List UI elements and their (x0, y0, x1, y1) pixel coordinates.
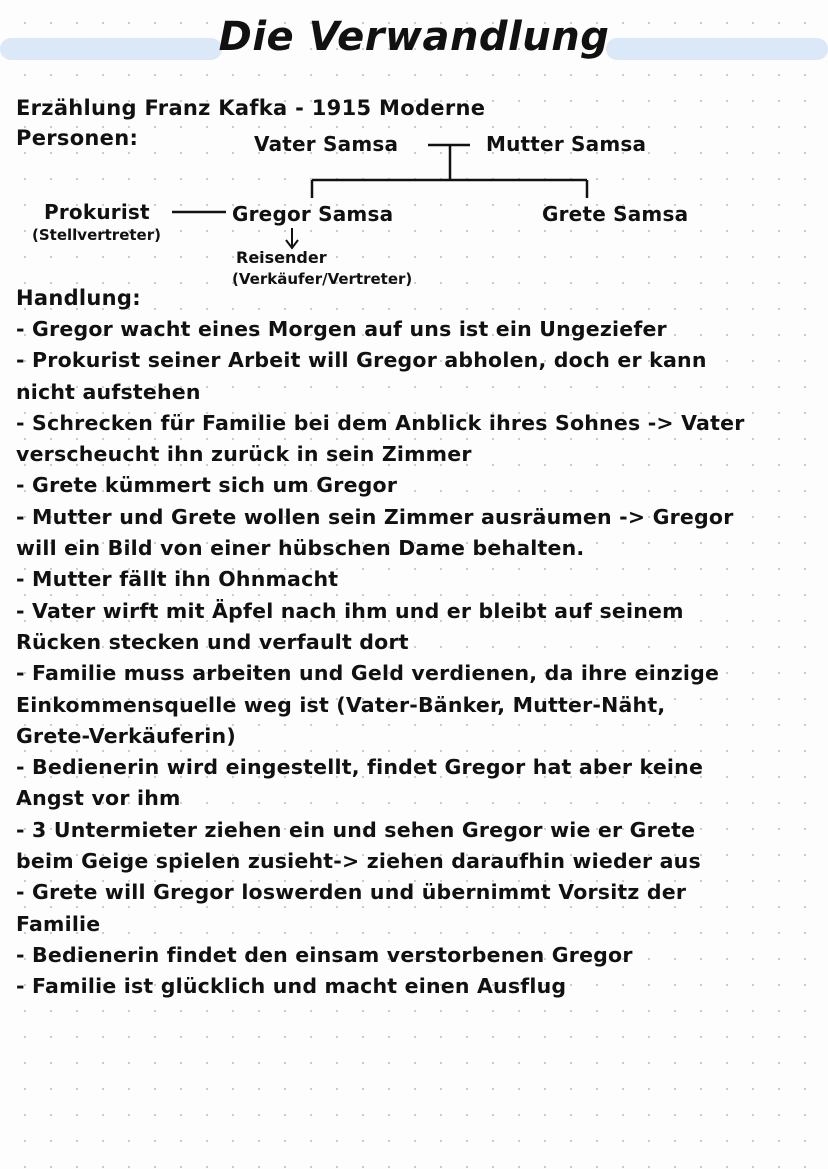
plot-line: - Mutter fällt ihn Ohnmacht (16, 567, 339, 592)
prokurist-name: Prokurist (44, 200, 150, 224)
plot-line: Familie (16, 911, 101, 936)
father-name: Vater Samsa (254, 132, 399, 156)
plot-heading: Handlung: (16, 286, 141, 310)
plot-line: - Familie muss arbeiten und Geld verdienen, da ihre einzige (16, 661, 720, 686)
page-title: Die Verwandlung (218, 14, 610, 60)
plot-line: Angst vor ihm (16, 786, 181, 811)
gregor-name: Gregor Samsa (232, 202, 394, 226)
plot-line: - Bedienerin findet den einsam verstorbenen Gregor (16, 942, 633, 967)
gregor-job: Reisender (236, 248, 327, 267)
plot-line: - Gregor wacht eines Morgen auf uns ist ein Ungeziefer (16, 317, 667, 341)
plot-line: Grete-Verkäuferin) (16, 723, 236, 748)
plot-line: - Mutter und Grete wollen sein Zimmer ausräumen -> Gregor (16, 504, 734, 529)
plot-line: - Bedienerin wird eingestellt, findet Gregor hat aber keine (16, 755, 704, 780)
work-info: Erzählung Franz Kafka - 1915 Moderne (16, 96, 486, 120)
gregor-job-note: (Verkäufer/Vertreter) (232, 270, 413, 288)
plot-line: Rücken stecken und verfault dort (16, 629, 409, 654)
plot-list (16, 314, 816, 1003)
plot-line: - 3 Untermieter ziehen ein und sehen Gregor wie er Grete (16, 817, 696, 842)
plot-line: will ein Bild von einer hübschen Dame behalten. (16, 536, 585, 561)
family-tree-lines (0, 0, 828, 320)
plot-line: nicht aufstehen (16, 379, 201, 404)
plot-line: - Grete will Gregor loswerden und übernimmt Vorsitz der (16, 880, 687, 905)
plot-line: - Familie ist glücklich und macht einen Ausflug (16, 974, 567, 999)
plot-line: - Vater wirft mit Äpfel nach ihm und er bleibt auf seinem (16, 598, 684, 623)
plot-line: verscheucht ihn zurück in sein Zimmer (16, 442, 472, 467)
plot-line: - Prokurist seiner Arbeit will Gregor abholen, doch er kann (16, 348, 707, 373)
personen-label: Personen: (16, 126, 139, 150)
plot-line: Einkommensquelle weg ist (Vater-Bänker, Mutter-Näht, (16, 692, 666, 717)
plot-line: beim Geige spielen zusieht-> ziehen daraufhin wieder aus (16, 849, 701, 874)
plot-line: - Schrecken für Familie bei dem Anblick ihres Sohnes -> Vater (16, 410, 745, 435)
prokurist-note: (Stellvertreter) (32, 226, 161, 244)
grete-name: Grete Samsa (542, 202, 689, 226)
plot-line: - Grete kümmert sich um Gregor (16, 473, 398, 498)
mother-name: Mutter Samsa (486, 132, 647, 156)
